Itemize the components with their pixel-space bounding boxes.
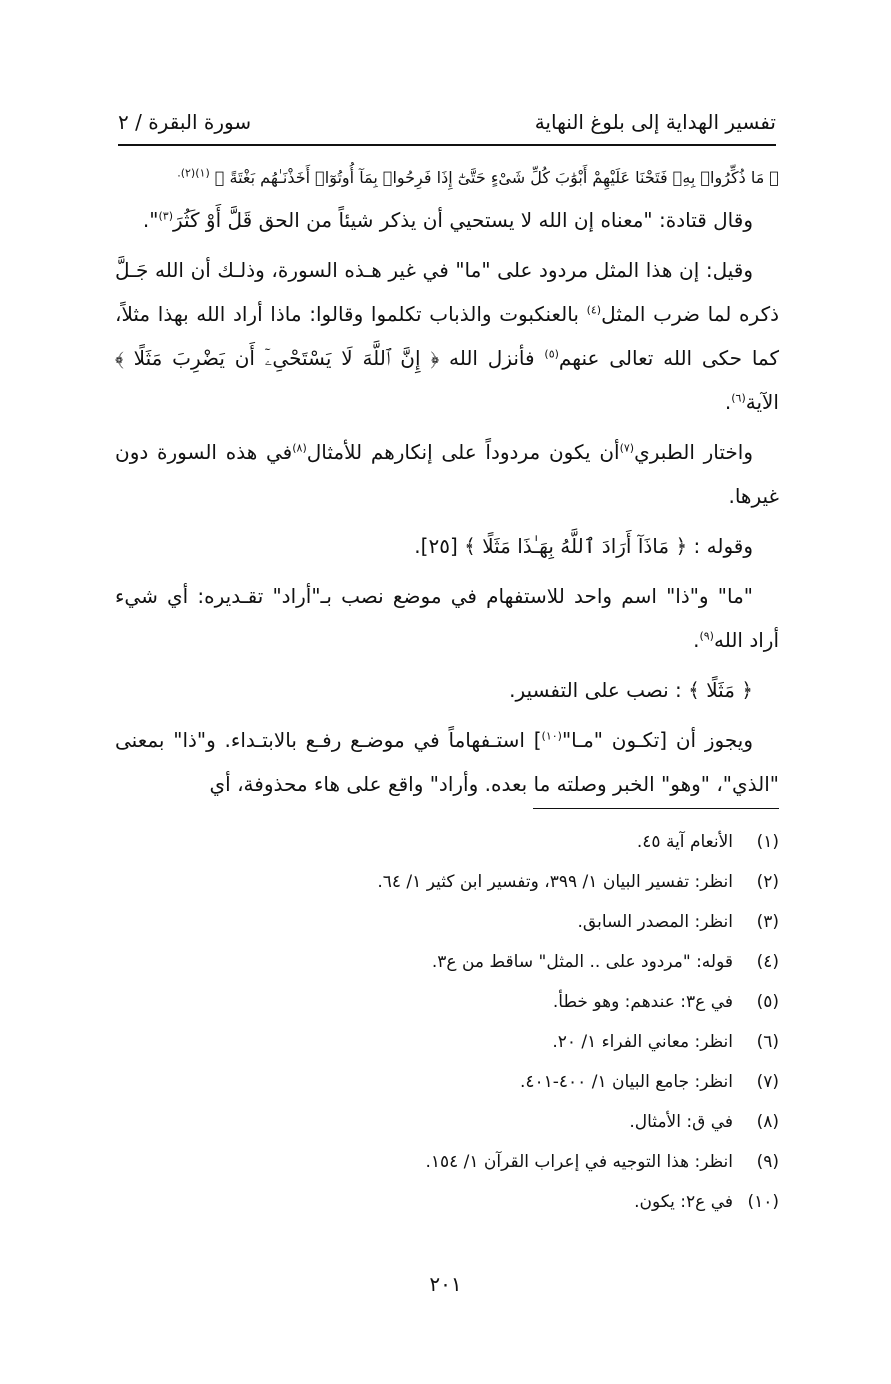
- paragraph-text: أن يكون مردوداً على إنكارهم للأمثال: [306, 440, 620, 464]
- footnotes: [115, 822, 779, 1222]
- paragraph-text: "ما" و"ذا" اسم واحد للاستفهام في موضع نصب بـ"أراد" تقـديره: أي شيء أراد الله: [115, 584, 779, 652]
- footnote-ref: (٦): [731, 391, 746, 405]
- footnote-text: انظر: معاني الفراء ١/ ٢٠.: [552, 1032, 733, 1052]
- verse-text: ﴿ مَا ذُكِّرُوا۟ بِهِۦ فَتَحْنَا عَلَيْهِمْ أَبْوَٰبَ كُلِّ شَىْءٍ حَتَّىٰٓ إِذَا فَرِحُوا۟ بِمَآ أُوتُوٓا۟ أَخَذْنَـٰهُم بَغْتَةً ﴾: [214, 168, 779, 187]
- footnote: [115, 1062, 779, 1102]
- footnote-ref: (٨): [292, 441, 307, 455]
- footnote-number: (٣): [756, 912, 779, 932]
- footnote-text: انظر: المصدر السابق.: [577, 912, 733, 932]
- footnote-text: الأنعام آية ٤٥.: [636, 832, 733, 852]
- surah-label: سورة البقرة / ٢: [118, 110, 252, 134]
- footnote-number: (٧): [756, 1072, 779, 1092]
- main-text: [115, 158, 779, 812]
- footnote-text: انظر: هذا التوجيه في إعراب القرآن ١/ ١٥٤.: [425, 1152, 733, 1172]
- paragraph-tabari: [115, 430, 779, 518]
- footnote: [115, 982, 779, 1022]
- footnote-text: انظر: جامع البيان ١/ ٤٠٠-٤٠١.: [519, 1072, 733, 1092]
- footnote-text: قوله: "مردود على .. المثل" ساقط من ع٣.: [431, 952, 733, 972]
- footnote: [115, 902, 779, 942]
- paragraph-text: .: [724, 390, 732, 414]
- footnote: [115, 1142, 779, 1182]
- paragraph-ma-dha: [115, 574, 779, 662]
- footnote-separator: [533, 808, 779, 809]
- footnote: [115, 1022, 779, 1062]
- running-header: [118, 108, 776, 140]
- paragraph-text: وقيل: إن هذا المثل مردود على "ما" في غير هـذه السورة، وذلـك أن الله جَـلَّ: [115, 258, 753, 282]
- footnote: [115, 942, 779, 982]
- paragraph-qil: [115, 248, 779, 424]
- footnote-number: (٦): [756, 1032, 779, 1052]
- footnote-number: (٢): [756, 872, 779, 892]
- paragraph-text: وقوله : ﴿ مَاذَآ أَرَادَ ٱللَّهُ بِهَـٰذَا مَثَلًا ﴾ [٢٥].: [414, 534, 753, 558]
- footnote-number: (٤): [756, 952, 779, 972]
- footnote: [115, 862, 779, 902]
- paragraph-mathalan: [115, 668, 779, 712]
- footnote-ref: (١٠): [541, 729, 562, 743]
- footnote-text: في ع٣: عندهم: وهو خطأ.: [552, 992, 733, 1012]
- paragraph-text: .: [693, 628, 700, 652]
- footnote-text: انظر: تفسير البيان ١/ ٣٩٩، وتفسير ابن كثير ١/ ٦٤.: [377, 872, 733, 892]
- footnote-number: (٨): [756, 1112, 779, 1132]
- paragraph-yajuz: [115, 718, 779, 806]
- header-rule: [118, 144, 776, 146]
- paragraph-text: ﴿ مَثَلًا ﴾ : نصب على التفسير.: [509, 678, 753, 702]
- footnote: [115, 1182, 779, 1222]
- footnote-number: (١٠): [747, 1192, 779, 1212]
- paragraph-text: بالعنكبوت والذباب تكلموا وقالوا: ماذا أراد الله بهذا مثلاً، كما: [115, 302, 779, 370]
- paragraph-text: ] استـفهاماً في موضـع رفـع بالابتـداء. و"ذا" بمعنى "الذي"، "وهو" الخبر وصلته ما بعده. وأراد" واقع على هاء محذوفة، أي: [115, 728, 779, 796]
- footnote: [115, 1102, 779, 1142]
- paragraph-text: واختار الطبري: [634, 440, 753, 464]
- footnote-ref: (١)(٢).: [177, 166, 210, 180]
- footnote-number: (٥): [756, 992, 779, 1012]
- book-title: تفسير الهداية إلى بلوغ النهاية: [534, 110, 776, 134]
- verse-continuation: [115, 158, 779, 198]
- footnote-ref: (٣): [158, 209, 173, 223]
- paragraph-qatada: [115, 198, 779, 242]
- paragraph-qawluhu: [115, 524, 779, 568]
- paragraph-text: وقال قتادة: "معناه إن الله لا يستحيي أن يذكر شيئاً من الحق قَلَّ أَوْ كَثُرَ: [172, 208, 753, 232]
- footnote-number: (١): [756, 832, 779, 852]
- footnote: [115, 822, 779, 862]
- page-number: ٢٠١: [429, 1272, 462, 1296]
- footnote-ref: (٥): [544, 347, 559, 361]
- paragraph-text: ذكره لما ضرب المثل: [601, 302, 779, 326]
- paragraph-text: حكى الله تعالى عنهم: [558, 346, 742, 370]
- paragraph-text: ويجوز أن [تكـون "مـا": [561, 728, 753, 752]
- paragraph-text: ".: [142, 208, 159, 232]
- footnote-ref: (٩): [699, 629, 714, 643]
- footnote-ref: (٧): [619, 441, 635, 455]
- paragraph-text: في هذه السورة دون غيرها.: [115, 440, 779, 508]
- footnote-ref: (٤): [586, 303, 602, 317]
- paragraph-text: فأنزل الله ﴿ إِنَّ ٱللَّهَ لَا يَسْتَحْىِۦٓ أَن يَضْرِبَ مَثَلًا ﴾ الآية: [115, 346, 779, 414]
- footnote-text: في ع٢: يكون.: [634, 1192, 733, 1212]
- footnote-number: (٩): [756, 1152, 779, 1172]
- footnote-text: في ق: الأمثال.: [629, 1112, 733, 1132]
